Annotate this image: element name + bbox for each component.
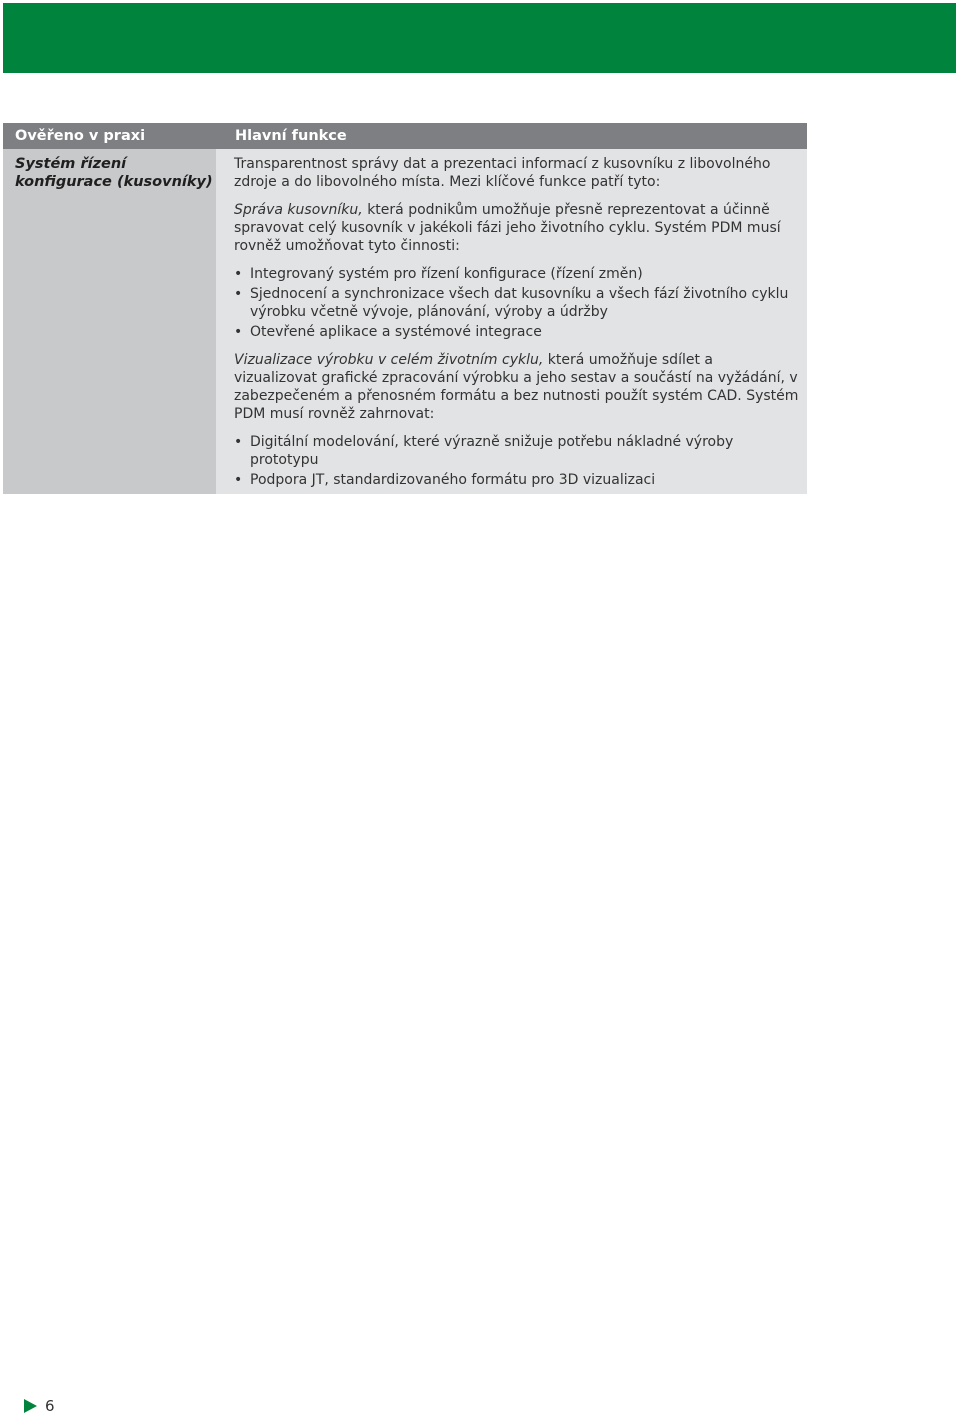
list-item: • Digitální modelování, které výrazně snižuje potřebu nákladné výroby prototypu (234, 433, 799, 469)
header-proven-in-practice: Ověřeno v praxi (15, 128, 146, 144)
list-item: • Podpora JT, standardizovaného formátu pro 3D vizualizaci (234, 471, 799, 489)
list-item: • Integrovaný systém pro řízení konfigurace (řízení změn) (234, 265, 799, 283)
page-footer (24, 1396, 55, 1416)
header-main-functions: Hlavní funkce (235, 128, 347, 144)
bom-management-term: Správa kusovníku, (234, 202, 363, 218)
bom-management-paragraph (234, 201, 799, 255)
visualization-paragraph (234, 351, 799, 423)
page-number: 6 (45, 1397, 55, 1415)
intro-paragraph: Transparentnost správy dat a prezentaci informací z kusovníku z libovolného zdroje a do libovolného místa. Mezi klíčové funkce patří tyto: (234, 156, 771, 190)
bom-management-text: která podnikům umožňuje přesně reprezentovat a účinně spravovat celý kusovník v jakékoli fázi jeho životního cyklu. Systém PDM musí rovněž umožňovat tyto činnosti: (234, 202, 781, 254)
visualization-term: Vizualizace výrobku v celém životním cyklu, (234, 352, 544, 368)
play-arrow-icon (24, 1399, 37, 1413)
row-content-cell (216, 149, 807, 494)
row-title: Systém řízení konfigurace (kusovníky) (15, 156, 213, 190)
list-item: • Sjednocení a synchronizace všech dat kusovníku a všech fází životního cyklu výrobku včetně vývoje, plánování, výroby a údržby (234, 285, 799, 321)
table-header (3, 123, 807, 149)
row-title-cell (3, 149, 216, 494)
bullet-list-2 (234, 433, 799, 489)
row-content (234, 155, 799, 499)
bullet-list-1 (234, 265, 799, 341)
top-green-band (3, 3, 956, 73)
list-item: • Otevřené aplikace a systémové integrace (234, 323, 799, 341)
visualization-text: která umožňuje sdílet a vizualizovat grafické zpracování výrobku a jeho sestav a součástí na vyžádání, v zabezpečeném a přenosném formátu a bez nutnosti použít systém CAD. Systém PDM musí rovněž zahrnovat: (234, 352, 799, 422)
feature-table (3, 123, 807, 494)
